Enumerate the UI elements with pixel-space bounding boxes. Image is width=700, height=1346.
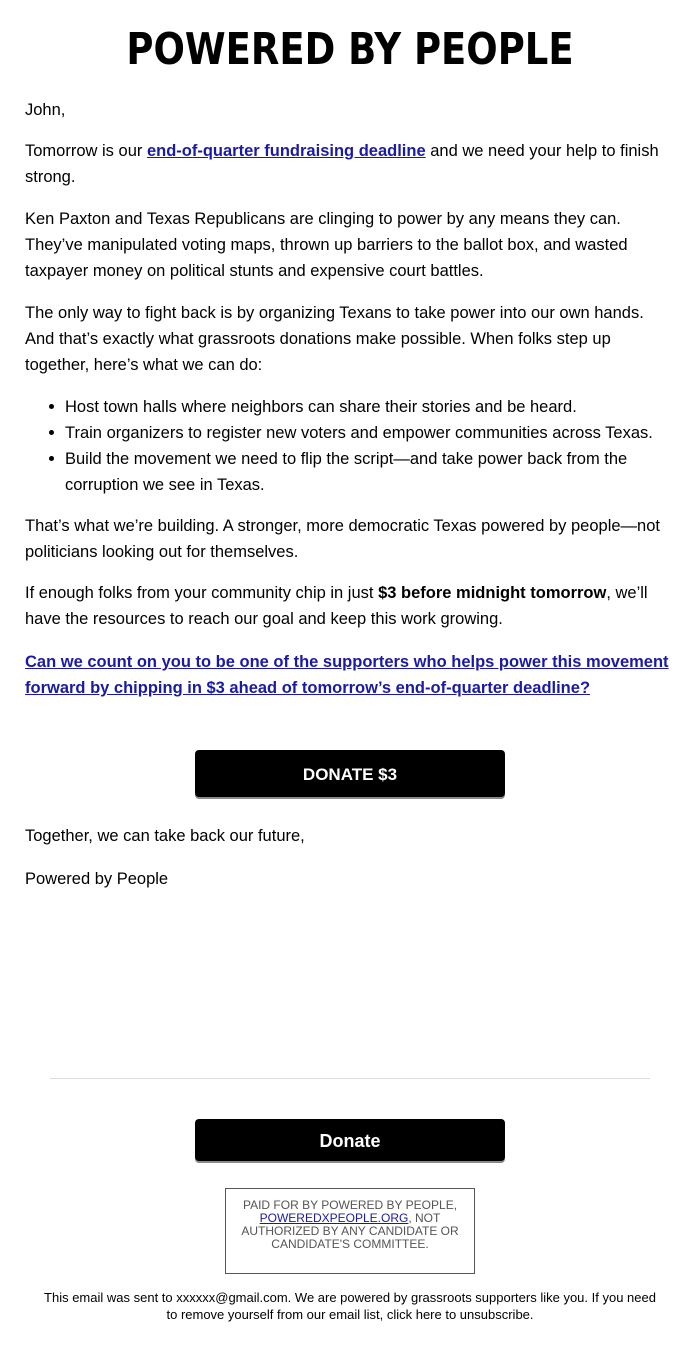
paragraph-deadline [25,138,675,190]
paragraph-text: and we need your help to finish strong. [25,142,659,186]
closing-line: Together, we can take back our future, [25,827,305,845]
paragraph-ask [25,649,675,701]
signature: Powered by People [25,870,169,888]
bullet-list [25,394,685,498]
logo-wordmark: POWERED BY PEOPLE [126,24,574,75]
list-item: Host town halls where neighbors can share their stories and be heard. [65,394,685,420]
disclaimer-text: PAID FOR BY POWERED BY PEOPLE, [242,1198,458,1212]
list-item: Build the movement we need to flip the script—and take power back from the corruption we see in Texas. [65,446,685,498]
paragraph-text: If enough folks from your community chip in just [25,584,379,602]
footer-divider [50,1078,650,1079]
paragraph-paxton: Ken Paxton and Texas Republicans are clinging to power by any means they can. They’ve manipulated voting maps, thrown up barriers to the ballot box, and wasted taxpayer money on political stunts and expensive court battles. [25,210,628,280]
bold-amount-text: $3 before midnight tomorrow [378,584,607,602]
donate-button[interactable]: Donate [195,1119,505,1161]
disclaimer-text: , NOT AUTHORIZED BY ANY CANDIDATE OR CANDIDATE'S COMMITTEE. [241,1211,459,1251]
ask-link[interactable]: Can we count on you to be one of the supporters who helps power this movement forward by chipping in $3 ahead of tomorrow’s end-of-quarter deadline? [25,653,669,697]
paragraph-building: That’s what we’re building. A stronger, more democratic Texas powered by people—not politicians looking out for themselves. [25,517,660,561]
greeting: John, [25,101,66,119]
org-website-link[interactable]: POWEREDXPEOPLE.ORG [259,1211,409,1225]
list-item: Train organizers to register new voters and empower communities across Texas. [65,420,685,446]
donate-3-button[interactable]: DONATE $3 [195,750,505,797]
footer-notice: This email was sent to xxxxxx@gmail.com. We are powered by grassroots supporters like you. If you need to remove yourself from our email list, click here to unsubscribe. [44,1290,656,1322]
paragraph-chip-in [25,580,675,632]
paid-for-disclaimer [225,1188,475,1274]
deadline-link[interactable]: end-of-quarter fundraising deadline [146,142,426,160]
paragraph-text: Tomorrow is our [25,142,147,160]
paragraph-fight-back: The only way to fight back is by organizing Texans to take power into our own hands. And that’s exactly what grassroots donations make possible. When folks step up together, here’s what we can do: [25,304,644,374]
paragraph-text: , we’ll have the resources to reach our goal and keep this work growing. [25,584,648,628]
